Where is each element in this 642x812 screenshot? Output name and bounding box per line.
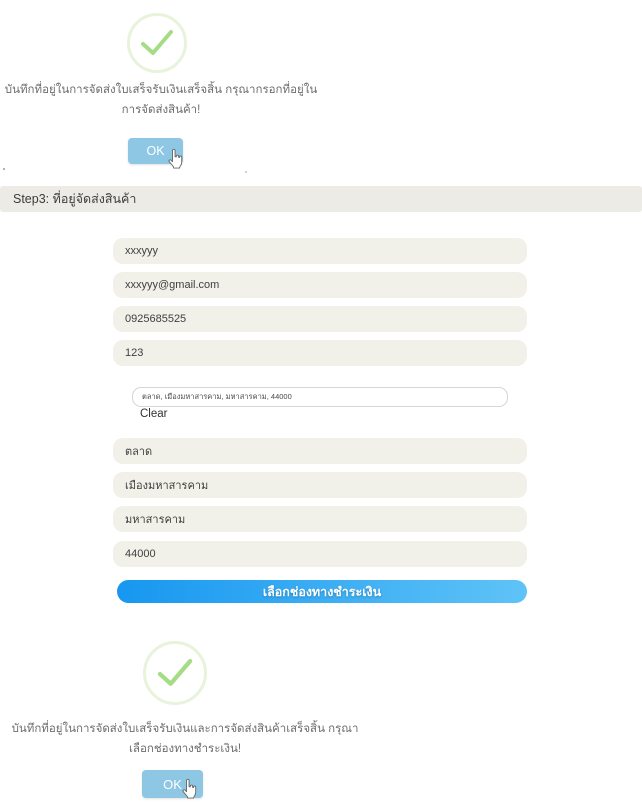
subdistrict-input[interactable] [113, 438, 527, 464]
success-message: บันทึกที่อยู่ในการจัดส่งใบเสร็จรับเงินและการจัดส่งสินค้าเสร็จสิ้น กรุณาเลือกช่องทางชำระเงิน! [11, 723, 359, 756]
choose-payment-button[interactable]: เลือกช่องทางชำระเงิน [117, 580, 527, 603]
name-input[interactable] [113, 238, 527, 264]
step3-header [0, 186, 642, 212]
address-autocomplete-input[interactable] [132, 387, 508, 407]
ok-button[interactable]: OK [128, 138, 183, 164]
district-input[interactable] [113, 472, 527, 498]
success-message: บันทึกที่อยู่ในการจัดส่งใบเสร็จรับเงินเสร็จสิ้น กรุณากรอกที่อยู่ในการจัดส่งสินค้า! [4, 84, 318, 117]
address-input[interactable] [113, 340, 527, 366]
success-check-icon [143, 641, 207, 705]
clear-button[interactable]: Clear [140, 408, 168, 420]
ok-button[interactable]: OK [142, 770, 203, 798]
zipcode-input[interactable] [113, 541, 527, 567]
success-check-icon [127, 13, 187, 73]
email-input[interactable] [113, 272, 527, 298]
step3-header-label: Step3: ที่อยู่จัดส่งสินค้า [13, 192, 137, 206]
phone-input[interactable] [113, 306, 527, 332]
province-input[interactable] [113, 506, 527, 532]
divider-dot [245, 171, 247, 173]
divider-dot [3, 168, 5, 170]
